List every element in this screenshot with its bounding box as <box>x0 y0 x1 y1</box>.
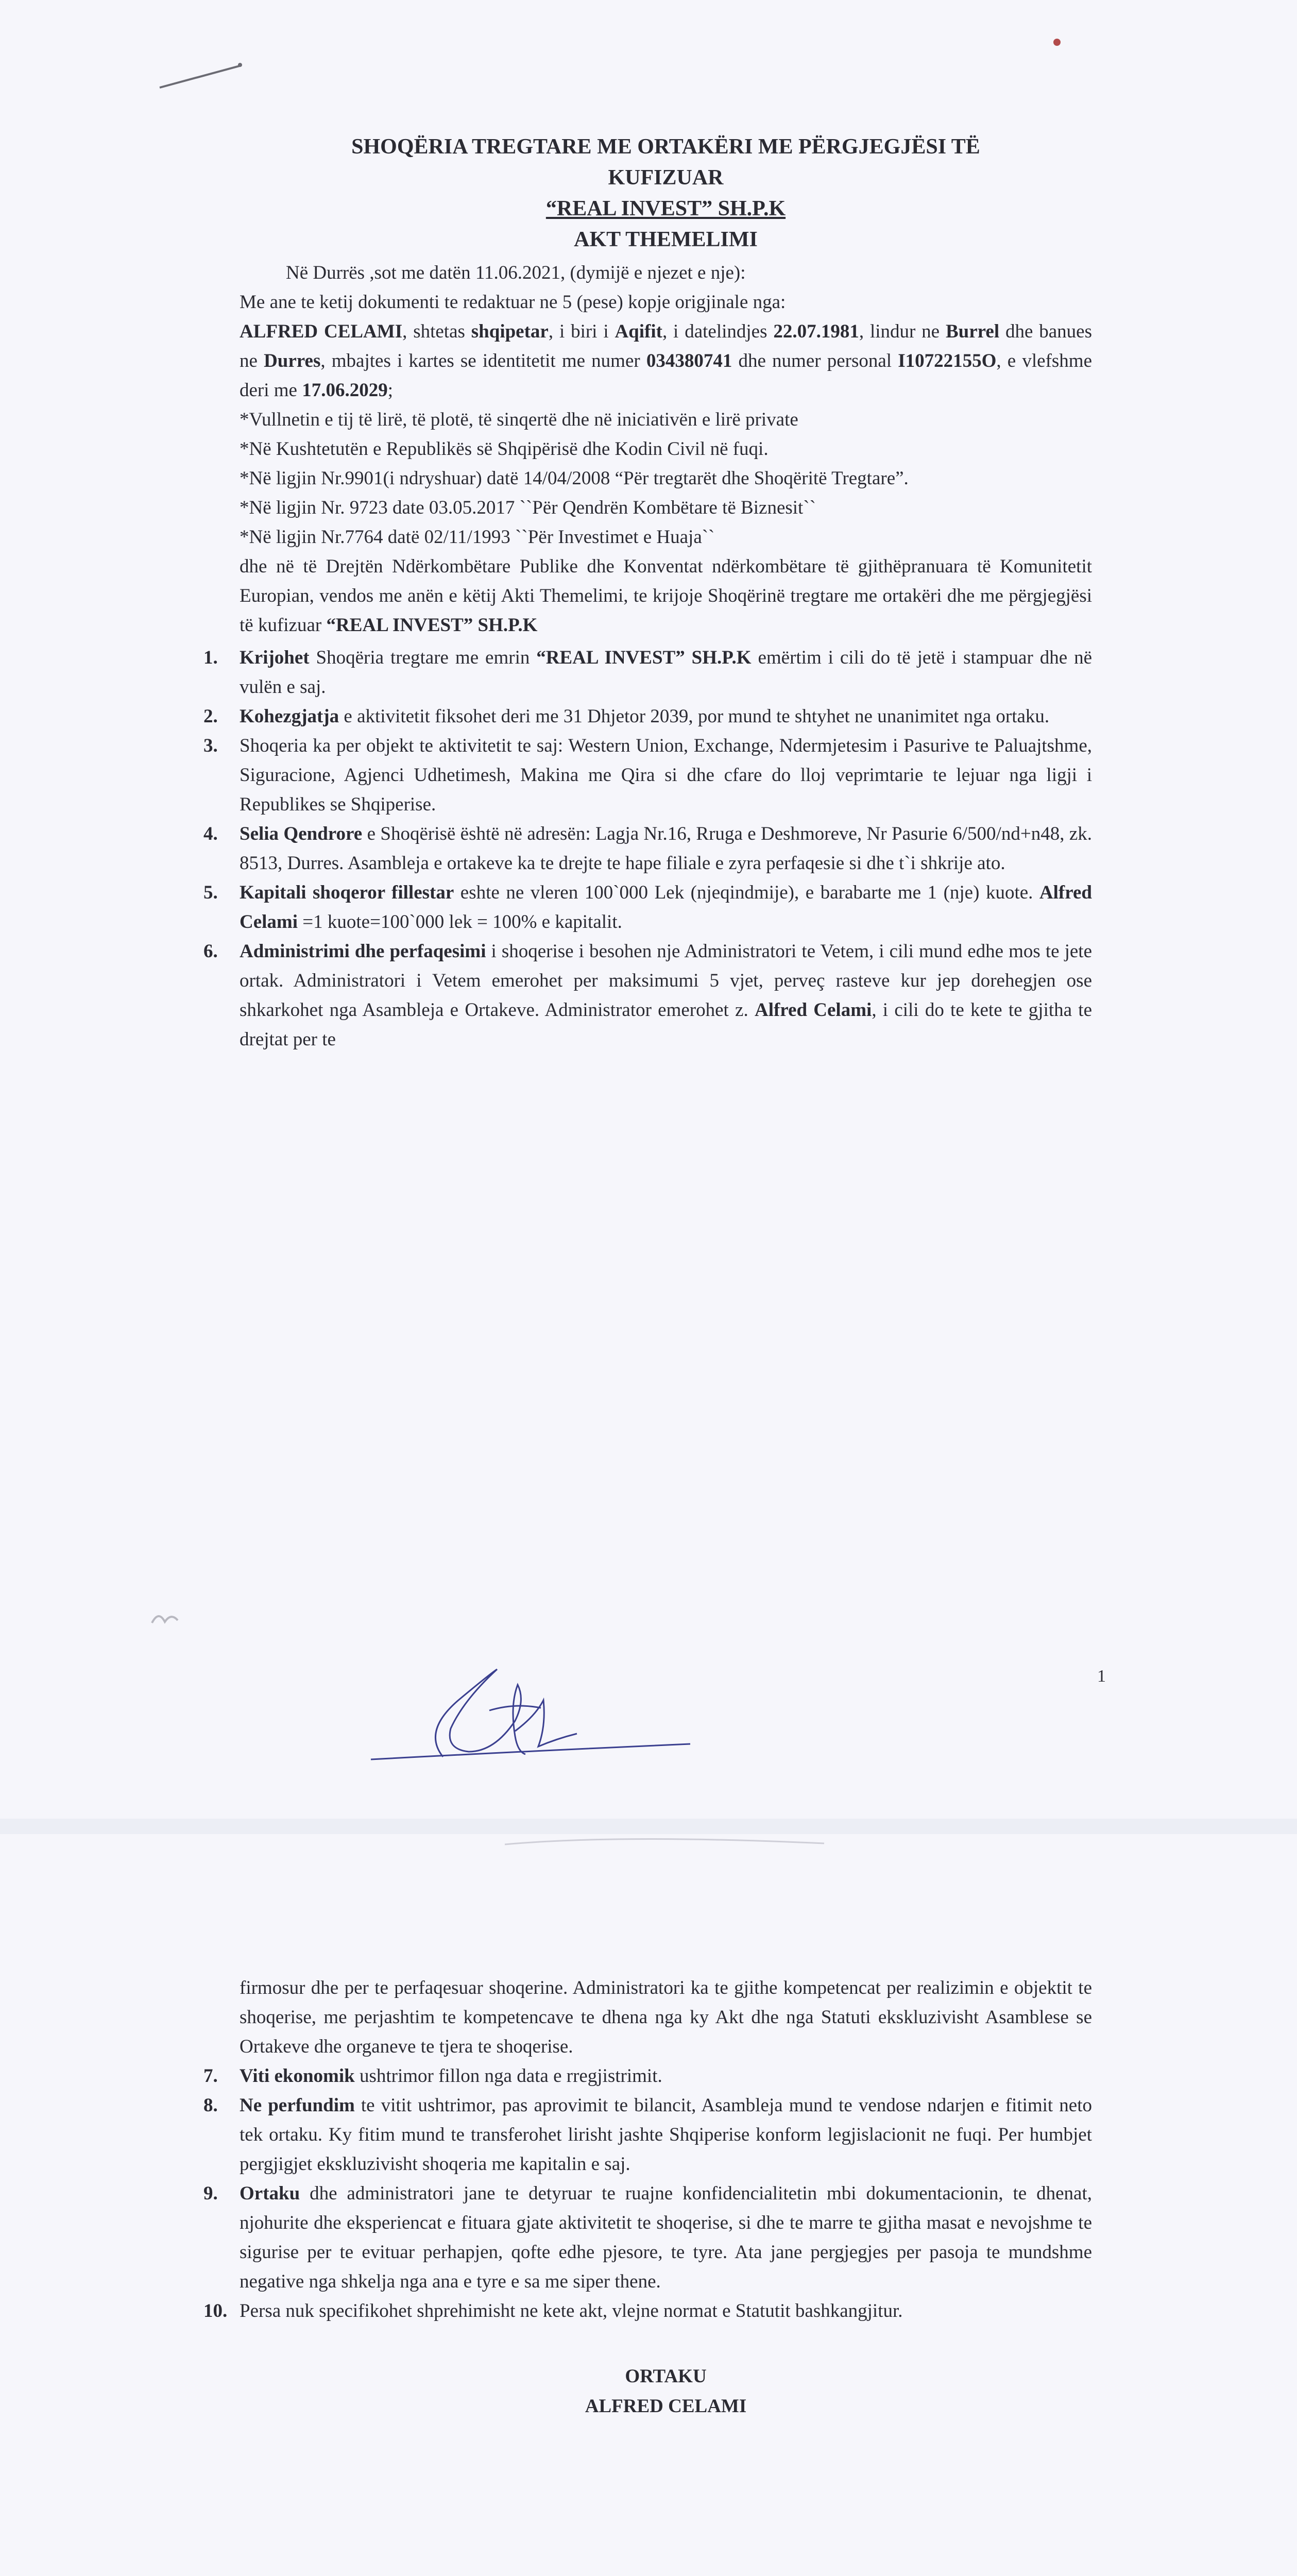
legal-basis-5: *Në ligjin Nr.7764 datë 02/11/1993 ``Për Investimet e Huaja`` <box>240 527 715 548</box>
article-4 <box>203 819 1092 878</box>
article-number: 4. <box>203 823 218 844</box>
text: eshte ne vleren 100`000 Lek (njeqindmije), e barabarte me 1 (nje) kuote. <box>454 882 1039 903</box>
text: i shoqerise i besohen nje Administratori te Vetem, i cili mund edhe mos te jete ortak. Administratori i Vetem emerohet per maksimumi 5 vjet, perveç rasteve kur jep dorehegjen ose shkarkohet nga Asambleja e Ortakeve. Administrator emerohet z. <box>240 941 1092 1021</box>
text: emërtim i cili do të jetë i stampuar dhe në vulën e saj. <box>240 647 1092 698</box>
text: Alfred Celami <box>240 882 1092 933</box>
staple-mark <box>149 1607 180 1628</box>
signatory-name: ALFRED CELAMI <box>585 2396 747 2417</box>
text: Administrimi dhe perfaqesimi <box>240 941 486 962</box>
text: “REAL INVEST” SH.P.K <box>536 647 752 668</box>
text: Persa nuk specifikohet shprehimisht ne kete akt, vlejne normat e Statutit bashkangjitur. <box>240 2300 903 2321</box>
intro-line-2: Me ane te ketij dokumenti te redaktuar ne 5 (pese) kopje origjinale nga: <box>240 292 786 313</box>
text: te vitit ushtrimor, pas aprovimit te bilancit, Asambleja mund te vendose ndarjen e fitimit neto tek ortaku. Ky fitim mund te transferohet lirisht jashte Shqiperise konform legjislacionit ne fuqi. Per humbjet pergjigjet ekskluzivisht shoqeria me kapitalin e saj. <box>240 2095 1092 2175</box>
article-number: 10. <box>203 2300 228 2321</box>
pen-mark <box>155 57 247 93</box>
page-number: 1 <box>1097 1667 1106 1686</box>
text: , lindur ne <box>859 321 946 342</box>
text: ; <box>387 380 394 401</box>
title-company-line-2: KUFIZUAR <box>608 166 724 190</box>
text: “REAL INVEST” SH.P.K <box>326 615 538 636</box>
title-act: AKT THEMELIMI <box>574 228 758 251</box>
article-9 <box>203 2179 1092 2296</box>
text: Aqifit <box>615 321 662 342</box>
article-5 <box>203 878 1092 937</box>
text: dhe në të Drejtën Ndërkombëtare Publike dhe Konventat ndërkombëtare të gjithëpranuara të Komunitetit Europian, vendos me anën e këtij Akti Themelimi, te krijoje Shoqërinë tregtare me ortakëri dhe me përgjegjësi të kufizuar <box>240 556 1092 636</box>
article-number: 9. <box>203 2183 218 2204</box>
text: dhe banues ne <box>240 321 1092 371</box>
text: e aktivitetit fiksohet deri me 31 Dhjetor 2039, por mund te shtyhet ne unanimitet nga ortaku. <box>339 706 1050 727</box>
text: ushtrimor fillon nga data e rregjistrimit. <box>354 2065 662 2087</box>
text: Ortaku <box>240 2183 300 2204</box>
text: dhe administratori jane te detyruar te ruajne konfidencialitetin mbi dokumentacionin, te dhenat, njohurite dhe eksperiencat e fituara gjate aktivitetit te shoqerise, si dhe te marre te gjitha masat e nevojshme te sigurise per te evituar perhapjen, qofte edhe pjesore, te tyre. Ata jane pergjegjes per pasoja te mundshme negative nga shkelja nga ana e tyre e sa me siper thene. <box>240 2183 1092 2292</box>
article-number: 5. <box>203 882 218 903</box>
text: Durres <box>264 350 321 371</box>
text: dhe numer personal <box>732 350 898 371</box>
title-company-name: “REAL INVEST” SH.P.K <box>545 197 786 221</box>
document-page-2 <box>0 1834 1297 2576</box>
article-7 <box>203 2061 1092 2091</box>
text: I10722155O <box>898 350 997 371</box>
article-number: 6. <box>203 941 218 962</box>
legal-basis-4: *Në ligjin Nr. 9723 date 03.05.2017 ``Për Qendrën Kombëtare të Biznesit`` <box>240 497 816 518</box>
founder-paragraph <box>240 317 1092 405</box>
article-number: 8. <box>203 2095 218 2116</box>
article-number: 3. <box>203 735 218 756</box>
text: , i datelindjes <box>662 321 774 342</box>
text: Kapitali shoqeror fillestar <box>240 882 454 903</box>
text: =1 kuote=100`000 lek = 100% e kapitalit. <box>298 911 622 933</box>
legal-basis-2: *Në Kushtetutën e Republikës së Shqipërisë dhe Kodin Civil në fuqi. <box>240 438 769 460</box>
text: Shoqëria tregtare me emrin <box>309 647 537 668</box>
article-10 <box>203 2296 1092 2326</box>
signatory-role: ORTAKU <box>625 2366 707 2387</box>
articles-list-continued <box>203 2061 1092 2326</box>
text: Shoqeria ka per objekt te aktivitetit te saj: Western Union, Exchange, Ndermjetesim i Pasurive te Paluajtshme, Siguracione, Agjenci Udhetimesh, Makina me Qira si dhe cfare do lloj veprimtarie te lejuar nga ligji i Republikes se Shqiperise. <box>240 735 1092 815</box>
text: , i biri i <box>548 321 615 342</box>
text: Kohezgjatja <box>240 706 339 727</box>
text: , mbajtes i kartes se identitetit me numer <box>320 350 646 371</box>
article-number: 2. <box>203 706 218 727</box>
text: Burrel <box>945 321 1000 342</box>
decision-paragraph <box>240 552 1092 640</box>
text: Selia Qendrore <box>240 823 363 844</box>
text: Ne perfundim <box>240 2095 355 2116</box>
article-number: 1. <box>203 647 218 668</box>
text: , shtetas <box>402 321 471 342</box>
text: Krijohet <box>240 647 310 668</box>
intro-line-1: Në Durrës ,sot me datën 11.06.2021, (dymijë e njezet e nje): <box>286 262 746 283</box>
text: 22.07.1981 <box>773 321 859 342</box>
article-3 <box>203 731 1092 819</box>
legal-basis-1: *Vullnetin e tij të lirë, të plotë, të sinqertë dhe në iniciativën e lirë private <box>240 409 798 430</box>
articles-list <box>203 643 1092 1054</box>
founder-name: ALFRED CELAMI <box>240 321 403 342</box>
text: 17.06.2029 <box>302 380 388 401</box>
article-6 <box>203 937 1092 1054</box>
ink-dot <box>1053 39 1061 46</box>
article-number: 7. <box>203 2065 218 2087</box>
text: , i cili do te kete te gjitha te drejtat per te <box>240 999 1092 1050</box>
continuation-paragraph: firmosur dhe per te perfaqesuar shoqerine. Administratori ka te gjithe kompetencat per realizimin e objektit te shoqerise, me perjashtim te kompetencave te dhena nga ky Akt dhe nga Statuti ekskluzivisht Asamblese se Ortakeve dhe organeve te tjera te shoqerise. <box>240 1977 1092 2057</box>
article-8 <box>203 2091 1092 2179</box>
text: shqipetar <box>471 321 549 342</box>
article-2 <box>203 702 1092 731</box>
legal-basis-3: *Në ligjin Nr.9901(i ndryshuar) datë 14/04/2008 “Për tregtarët dhe Shoqëritë Tregtare”. <box>240 468 909 489</box>
ink-dot <box>0 1834 1297 1875</box>
text: , e vlefshme deri me <box>240 350 1092 401</box>
signature-page-1 <box>361 1638 721 1772</box>
article-1 <box>203 643 1092 702</box>
text: Alfred Celami <box>754 999 872 1021</box>
text: Viti ekonomik <box>240 2065 355 2087</box>
text: e Shoqërisë është në adresën: Lagja Nr.16, Rruga e Deshmoreve, Nr Pasurie 6/500/nd+n48, zk. 8513, Durres. Asambleja e ortakeve ka te drejte te hape filiale e zyra perfaqesie si dhe t`i shkrije ato. <box>240 823 1092 874</box>
text: 034380741 <box>646 350 732 371</box>
title-company-line-1: SHOQËRIA TREGTARE ME ORTAKËRI ME PËRGJEGJËSI TË <box>351 135 980 159</box>
